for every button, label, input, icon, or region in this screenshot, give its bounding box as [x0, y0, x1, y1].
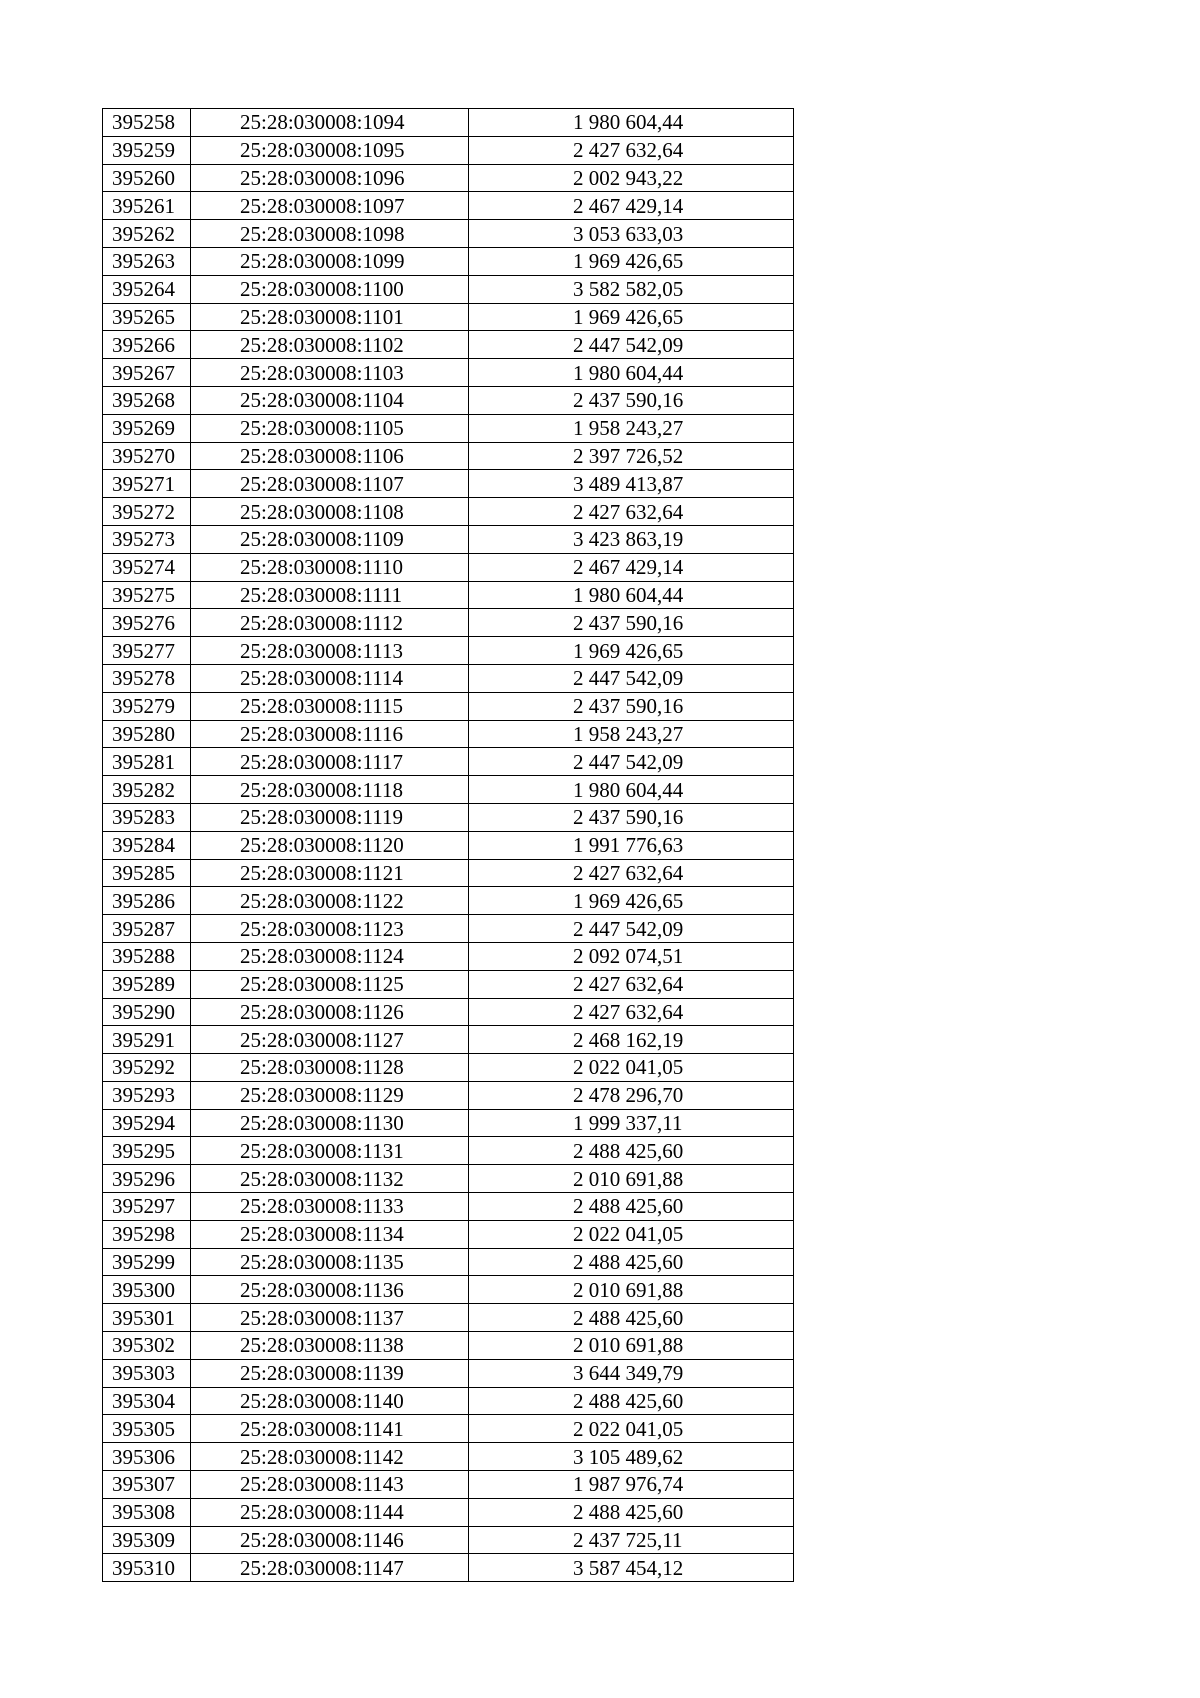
- row-id-cell: 395283: [103, 803, 191, 831]
- table-row: [103, 192, 794, 220]
- cadastral-number-cell: 25:28:030008:1121: [191, 859, 469, 887]
- cadastral-value-cell: 2 467 429,14: [469, 192, 794, 220]
- table-row: [103, 1304, 794, 1332]
- table-row: [103, 915, 794, 943]
- row-id-cell: 395295: [103, 1137, 191, 1165]
- cadastral-value-cell: 2 010 691,88: [469, 1332, 794, 1360]
- row-id-cell: 395289: [103, 970, 191, 998]
- cadastral-value-cell: 2 488 425,60: [469, 1193, 794, 1221]
- row-id-cell: 395301: [103, 1304, 191, 1332]
- cadastral-number-cell: 25:28:030008:1135: [191, 1248, 469, 1276]
- cadastral-value-cell: 3 489 413,87: [469, 470, 794, 498]
- cadastral-value-cell: 2 427 632,64: [469, 498, 794, 526]
- row-id-cell: 395288: [103, 942, 191, 970]
- cadastral-value-cell: 2 022 041,05: [469, 1415, 794, 1443]
- row-id-cell: 395296: [103, 1165, 191, 1193]
- row-id-cell: 395284: [103, 831, 191, 859]
- table-row: [103, 637, 794, 665]
- table-row: [103, 220, 794, 248]
- cadastral-number-cell: 25:28:030008:1107: [191, 470, 469, 498]
- cadastral-number-cell: 25:28:030008:1113: [191, 637, 469, 665]
- cadastral-number-cell: 25:28:030008:1141: [191, 1415, 469, 1443]
- cadastral-value-cell: 2 092 074,51: [469, 942, 794, 970]
- table-body: [103, 109, 794, 1582]
- row-id-cell: 395263: [103, 247, 191, 275]
- cadastral-value-cell: 3 105 489,62: [469, 1443, 794, 1471]
- row-id-cell: 395307: [103, 1471, 191, 1499]
- row-id-cell: 395285: [103, 859, 191, 887]
- cadastral-number-cell: 25:28:030008:1132: [191, 1165, 469, 1193]
- table-row: [103, 1332, 794, 1360]
- cadastral-value-cell: 1 969 426,65: [469, 247, 794, 275]
- table-row: [103, 1248, 794, 1276]
- table-row: [103, 1554, 794, 1582]
- cadastral-number-cell: 25:28:030008:1096: [191, 164, 469, 192]
- cadastral-value-cell: 2 427 632,64: [469, 998, 794, 1026]
- table-row: [103, 998, 794, 1026]
- row-id-cell: 395302: [103, 1332, 191, 1360]
- row-id-cell: 395259: [103, 136, 191, 164]
- cadastral-value-cell: 2 467 429,14: [469, 553, 794, 581]
- cadastral-number-cell: 25:28:030008:1143: [191, 1471, 469, 1499]
- cadastral-number-cell: 25:28:030008:1139: [191, 1359, 469, 1387]
- table-row: [103, 525, 794, 553]
- table-row: [103, 831, 794, 859]
- row-id-cell: 395262: [103, 220, 191, 248]
- table-row: [103, 1498, 794, 1526]
- table-row: [103, 887, 794, 915]
- row-id-cell: 395304: [103, 1387, 191, 1415]
- row-id-cell: 395310: [103, 1554, 191, 1582]
- cadastral-value-cell: 2 397 726,52: [469, 442, 794, 470]
- cadastral-value-cell: 2 427 632,64: [469, 136, 794, 164]
- row-id-cell: 395268: [103, 386, 191, 414]
- cadastral-value-cell: 1 958 243,27: [469, 414, 794, 442]
- cadastral-value-cell: 1 969 426,65: [469, 637, 794, 665]
- cadastral-value-table: [102, 108, 794, 1582]
- row-id-cell: 395293: [103, 1081, 191, 1109]
- table-row: [103, 164, 794, 192]
- cadastral-number-cell: 25:28:030008:1125: [191, 970, 469, 998]
- table-row: [103, 776, 794, 804]
- row-id-cell: 395270: [103, 442, 191, 470]
- cadastral-number-cell: 25:28:030008:1130: [191, 1109, 469, 1137]
- table-row: [103, 692, 794, 720]
- cadastral-number-cell: 25:28:030008:1118: [191, 776, 469, 804]
- cadastral-value-cell: 2 488 425,60: [469, 1137, 794, 1165]
- row-id-cell: 395272: [103, 498, 191, 526]
- table-row: [103, 1415, 794, 1443]
- cadastral-value-cell: 1 987 976,74: [469, 1471, 794, 1499]
- table-row: [103, 136, 794, 164]
- table-row: [103, 442, 794, 470]
- cadastral-number-cell: 25:28:030008:1111: [191, 581, 469, 609]
- cadastral-value-cell: 2 437 590,16: [469, 692, 794, 720]
- cadastral-value-cell: 2 488 425,60: [469, 1248, 794, 1276]
- cadastral-number-cell: 25:28:030008:1117: [191, 748, 469, 776]
- table-row: [103, 720, 794, 748]
- cadastral-value-cell: 1 980 604,44: [469, 109, 794, 137]
- table-row: [103, 359, 794, 387]
- table-row: [103, 970, 794, 998]
- row-id-cell: 395292: [103, 1054, 191, 1082]
- table-row: [103, 275, 794, 303]
- cadastral-number-cell: 25:28:030008:1137: [191, 1304, 469, 1332]
- table-row: [103, 664, 794, 692]
- cadastral-number-cell: 25:28:030008:1146: [191, 1526, 469, 1554]
- row-id-cell: 395280: [103, 720, 191, 748]
- row-id-cell: 395297: [103, 1193, 191, 1221]
- cadastral-value-cell: 2 447 542,09: [469, 915, 794, 943]
- cadastral-number-cell: 25:28:030008:1120: [191, 831, 469, 859]
- cadastral-value-cell: 2 447 542,09: [469, 748, 794, 776]
- table-row: [103, 303, 794, 331]
- cadastral-number-cell: 25:28:030008:1128: [191, 1054, 469, 1082]
- table-row: [103, 247, 794, 275]
- table-row: [103, 1081, 794, 1109]
- cadastral-number-cell: 25:28:030008:1097: [191, 192, 469, 220]
- row-id-cell: 395267: [103, 359, 191, 387]
- cadastral-value-cell: 2 447 542,09: [469, 331, 794, 359]
- cadastral-value-cell: 2 437 590,16: [469, 609, 794, 637]
- cadastral-number-cell: 25:28:030008:1110: [191, 553, 469, 581]
- table-row: [103, 1054, 794, 1082]
- cadastral-number-cell: 25:28:030008:1119: [191, 803, 469, 831]
- row-id-cell: 395294: [103, 1109, 191, 1137]
- table-row: [103, 1359, 794, 1387]
- row-id-cell: 395305: [103, 1415, 191, 1443]
- cadastral-value-cell: 1 980 604,44: [469, 359, 794, 387]
- table-row: [103, 498, 794, 526]
- row-id-cell: 395279: [103, 692, 191, 720]
- cadastral-value-cell: 1 991 776,63: [469, 831, 794, 859]
- cadastral-value-cell: 2 022 041,05: [469, 1220, 794, 1248]
- cadastral-value-cell: 3 053 633,03: [469, 220, 794, 248]
- row-id-cell: 395281: [103, 748, 191, 776]
- cadastral-number-cell: 25:28:030008:1104: [191, 386, 469, 414]
- table-row: [103, 1443, 794, 1471]
- cadastral-value-cell: 2 022 041,05: [469, 1054, 794, 1082]
- row-id-cell: 395277: [103, 637, 191, 665]
- row-id-cell: 395265: [103, 303, 191, 331]
- row-id-cell: 395303: [103, 1359, 191, 1387]
- table-row: [103, 414, 794, 442]
- row-id-cell: 395258: [103, 109, 191, 137]
- cadastral-number-cell: 25:28:030008:1131: [191, 1137, 469, 1165]
- table-row: [103, 553, 794, 581]
- row-id-cell: 395271: [103, 470, 191, 498]
- table-row: [103, 748, 794, 776]
- table-row: [103, 859, 794, 887]
- cadastral-number-cell: 25:28:030008:1105: [191, 414, 469, 442]
- row-id-cell: 395309: [103, 1526, 191, 1554]
- table-row: [103, 1026, 794, 1054]
- cadastral-number-cell: 25:28:030008:1140: [191, 1387, 469, 1415]
- cadastral-value-cell: 2 427 632,64: [469, 970, 794, 998]
- cadastral-value-cell: 1 999 337,11: [469, 1109, 794, 1137]
- cadastral-number-cell: 25:28:030008:1116: [191, 720, 469, 748]
- cadastral-number-cell: 25:28:030008:1095: [191, 136, 469, 164]
- cadastral-value-cell: 1 980 604,44: [469, 776, 794, 804]
- cadastral-value-cell: 3 582 582,05: [469, 275, 794, 303]
- row-id-cell: 395298: [103, 1220, 191, 1248]
- cadastral-number-cell: 25:28:030008:1100: [191, 275, 469, 303]
- cadastral-number-cell: 25:28:030008:1102: [191, 331, 469, 359]
- cadastral-value-cell: 2 437 725,11: [469, 1526, 794, 1554]
- table-row: [103, 331, 794, 359]
- row-id-cell: 395274: [103, 553, 191, 581]
- cadastral-value-cell: 2 488 425,60: [469, 1304, 794, 1332]
- row-id-cell: 395278: [103, 664, 191, 692]
- row-id-cell: 395290: [103, 998, 191, 1026]
- cadastral-value-cell: 2 427 632,64: [469, 859, 794, 887]
- row-id-cell: 395282: [103, 776, 191, 804]
- table-row: [103, 1165, 794, 1193]
- cadastral-value-cell: 2 437 590,16: [469, 386, 794, 414]
- cadastral-value-cell: 1 958 243,27: [469, 720, 794, 748]
- table-row: [103, 1193, 794, 1221]
- cadastral-value-cell: 2 488 425,60: [469, 1387, 794, 1415]
- row-id-cell: 395260: [103, 164, 191, 192]
- table-row: [103, 386, 794, 414]
- cadastral-number-cell: 25:28:030008:1126: [191, 998, 469, 1026]
- table-row: [103, 581, 794, 609]
- cadastral-number-cell: 25:28:030008:1144: [191, 1498, 469, 1526]
- cadastral-value-cell: 2 010 691,88: [469, 1165, 794, 1193]
- row-id-cell: 395275: [103, 581, 191, 609]
- row-id-cell: 395286: [103, 887, 191, 915]
- table-row: [103, 1220, 794, 1248]
- cadastral-number-cell: 25:28:030008:1101: [191, 303, 469, 331]
- cadastral-value-cell: 1 969 426,65: [469, 887, 794, 915]
- table-row: [103, 942, 794, 970]
- cadastral-number-cell: 25:28:030008:1109: [191, 525, 469, 553]
- row-id-cell: 395266: [103, 331, 191, 359]
- cadastral-number-cell: 25:28:030008:1123: [191, 915, 469, 943]
- table-row: [103, 803, 794, 831]
- row-id-cell: 395269: [103, 414, 191, 442]
- cadastral-number-cell: 25:28:030008:1127: [191, 1026, 469, 1054]
- row-id-cell: 395276: [103, 609, 191, 637]
- cadastral-value-cell: 3 644 349,79: [469, 1359, 794, 1387]
- cadastral-value-cell: 3 587 454,12: [469, 1554, 794, 1582]
- cadastral-number-cell: 25:28:030008:1108: [191, 498, 469, 526]
- cadastral-number-cell: 25:28:030008:1133: [191, 1193, 469, 1221]
- cadastral-value-cell: 2 468 162,19: [469, 1026, 794, 1054]
- cadastral-number-cell: 25:28:030008:1099: [191, 247, 469, 275]
- cadastral-number-cell: 25:28:030008:1147: [191, 1554, 469, 1582]
- table-row: [103, 1137, 794, 1165]
- table-row: [103, 1526, 794, 1554]
- cadastral-value-cell: 2 002 943,22: [469, 164, 794, 192]
- cadastral-number-cell: 25:28:030008:1138: [191, 1332, 469, 1360]
- row-id-cell: 395287: [103, 915, 191, 943]
- cadastral-number-cell: 25:28:030008:1103: [191, 359, 469, 387]
- row-id-cell: 395299: [103, 1248, 191, 1276]
- row-id-cell: 395273: [103, 525, 191, 553]
- table-row: [103, 1471, 794, 1499]
- row-id-cell: 395300: [103, 1276, 191, 1304]
- cadastral-number-cell: 25:28:030008:1094: [191, 109, 469, 137]
- cadastral-value-cell: 1 969 426,65: [469, 303, 794, 331]
- cadastral-number-cell: 25:28:030008:1098: [191, 220, 469, 248]
- row-id-cell: 395306: [103, 1443, 191, 1471]
- cadastral-value-cell: 2 447 542,09: [469, 664, 794, 692]
- cadastral-number-cell: 25:28:030008:1124: [191, 942, 469, 970]
- cadastral-value-cell: 2 488 425,60: [469, 1498, 794, 1526]
- cadastral-value-cell: 2 437 590,16: [469, 803, 794, 831]
- cadastral-number-cell: 25:28:030008:1122: [191, 887, 469, 915]
- cadastral-number-cell: 25:28:030008:1112: [191, 609, 469, 637]
- cadastral-value-cell: 3 423 863,19: [469, 525, 794, 553]
- cadastral-value-cell: 1 980 604,44: [469, 581, 794, 609]
- table-row: [103, 470, 794, 498]
- cadastral-value-cell: 2 478 296,70: [469, 1081, 794, 1109]
- row-id-cell: 395261: [103, 192, 191, 220]
- cadastral-value-cell: 2 010 691,88: [469, 1276, 794, 1304]
- cadastral-number-cell: 25:28:030008:1136: [191, 1276, 469, 1304]
- cadastral-number-cell: 25:28:030008:1114: [191, 664, 469, 692]
- row-id-cell: 395291: [103, 1026, 191, 1054]
- table-row: [103, 1387, 794, 1415]
- cadastral-number-cell: 25:28:030008:1106: [191, 442, 469, 470]
- cadastral-number-cell: 25:28:030008:1129: [191, 1081, 469, 1109]
- table-row: [103, 109, 794, 137]
- cadastral-number-cell: 25:28:030008:1115: [191, 692, 469, 720]
- table-row: [103, 609, 794, 637]
- row-id-cell: 395264: [103, 275, 191, 303]
- table-row: [103, 1276, 794, 1304]
- table-row: [103, 1109, 794, 1137]
- row-id-cell: 395308: [103, 1498, 191, 1526]
- cadastral-number-cell: 25:28:030008:1142: [191, 1443, 469, 1471]
- cadastral-number-cell: 25:28:030008:1134: [191, 1220, 469, 1248]
